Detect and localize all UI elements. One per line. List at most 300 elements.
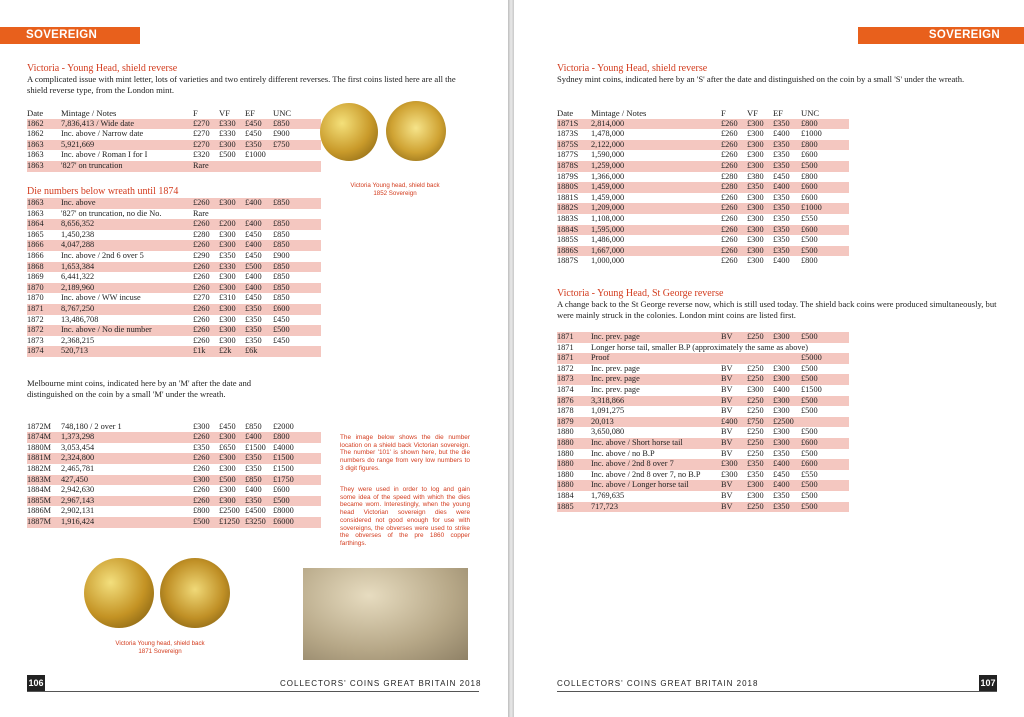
table-cell: £450 (773, 469, 790, 479)
table-cell: 1881M (27, 453, 61, 464)
table-cell: Inc. above / No die number (61, 325, 193, 336)
table-cell: £300 (747, 119, 773, 130)
table-cell: £800 (801, 119, 849, 130)
table-cell: 1882M (27, 463, 51, 473)
table-cell: £260 (193, 496, 219, 507)
table-row (27, 453, 321, 464)
table-cell: £450 (219, 421, 236, 431)
table-cell: £900 (273, 129, 290, 139)
table-cell: £800 (801, 256, 818, 266)
table-cell: £500 (801, 396, 849, 407)
table-cell: 1,108,000 (591, 213, 625, 223)
table-cell: £320 (193, 150, 210, 160)
table-cell: 1880M (27, 442, 51, 452)
table-row (27, 150, 321, 161)
table-cell: £400 (773, 256, 790, 266)
table-cell: £1500 (801, 384, 822, 394)
table-cell: £500 (219, 150, 236, 160)
table-cell: 1880 (557, 459, 591, 470)
table-cell: £850 (273, 119, 321, 130)
table-cell: 1879S (557, 171, 579, 181)
table-cell: 1872 (27, 314, 44, 324)
george-intro: A change back to the St George reverse now, which is still used today. The shield back coins were produced simultaneously, but were mainly struck in the colonies. London mint coins are listed first. (557, 299, 997, 320)
table-cell: 717,723 (591, 502, 721, 513)
table-cell (219, 161, 245, 172)
table-cell: 1882S (557, 203, 591, 214)
table-cell: 1872 (557, 363, 574, 373)
table-cell: £400 (245, 219, 273, 230)
table-cell: 1863 (27, 198, 61, 209)
table-row (27, 161, 321, 172)
london-shield-table (27, 108, 321, 172)
table-cell: Inc. prev. page (591, 332, 721, 343)
table-cell: £600 (801, 459, 849, 470)
table-cell (273, 209, 321, 220)
table-cell: £260 (193, 314, 210, 324)
table-cell: £500 (193, 517, 219, 528)
table-cell: £260 (193, 485, 210, 495)
table-cell: 1880 (557, 448, 574, 458)
coin-caption-2: Victoria Young head, shield back 1871 Sovereign (115, 640, 205, 655)
table-row (557, 246, 849, 257)
die-note-1: The image below shows the die number location on a shield back Victorian sovereign. The number '101' is shown here, but the die numbers do range from very low numbers to 3 digit figures. (340, 434, 470, 472)
table-cell: Inc. above / WW incuse (61, 293, 141, 303)
table-cell: £300 (773, 374, 801, 385)
table-cell: Inc. above / 2nd 6 over 5 (61, 250, 144, 260)
table-cell: £300 (747, 192, 764, 202)
table-cell: £300 (747, 140, 773, 151)
table-header-row (557, 108, 849, 119)
table-cell: £2500 (773, 417, 801, 428)
table-row (27, 485, 321, 496)
table-cell: 1870 (27, 283, 61, 294)
table-cell: £300 (747, 161, 773, 172)
table-row (27, 496, 321, 507)
table-cell: £350 (773, 119, 801, 130)
table-row (557, 119, 849, 130)
table-cell: 1877S (557, 150, 579, 160)
table-cell: 2,942,630 (61, 485, 95, 495)
table-row (27, 262, 321, 273)
footer-rule (557, 691, 997, 692)
table-cell: £350 (245, 496, 273, 507)
table-row (557, 470, 849, 481)
section-heading: Victoria - Young Head, shield reverse (557, 63, 708, 74)
table-row (557, 235, 849, 246)
table-cell: 1,259,000 (591, 161, 721, 172)
table-cell: £380 (747, 171, 764, 181)
table-cell: £400 (773, 384, 790, 394)
table-cell: 1874 (27, 346, 61, 357)
table-cell: 1880 (557, 469, 574, 479)
table-cell: £260 (193, 325, 219, 336)
table-cell: Inc. above / Narrow date (61, 129, 144, 139)
table-cell: 1885M (27, 496, 61, 507)
table-cell: 1878S (557, 161, 591, 172)
table-cell (245, 209, 273, 220)
table-cell: 1876 (557, 396, 591, 407)
table-cell: £250 (747, 374, 773, 385)
table-cell: 1,916,424 (61, 517, 193, 528)
table-cell: £300 (219, 140, 245, 151)
table-cell: 1862 (27, 129, 44, 139)
table-cell: Inc. above / Short horse tail (591, 438, 721, 449)
table-cell: 1870 (27, 293, 44, 303)
subheading: Die numbers below wreath until 1874 (27, 186, 179, 197)
table-cell: £350 (245, 140, 273, 151)
table-cell: 1,366,000 (591, 171, 625, 181)
table-row (557, 129, 849, 140)
table-cell: £850 (273, 262, 321, 273)
table-cell: 5,921,669 (61, 140, 193, 151)
table-cell: £300 (747, 246, 773, 257)
table-cell: £350 (773, 192, 790, 202)
table-cell (273, 346, 321, 357)
table-row (27, 325, 321, 336)
table-cell (245, 161, 273, 172)
table-cell: 1,595,000 (591, 225, 721, 236)
table-cell: £850 (245, 421, 262, 431)
page-number: 107 (979, 675, 997, 691)
table-cell: £300 (193, 475, 219, 486)
table-cell: £260 (721, 192, 738, 202)
table-cell: BV (721, 438, 747, 449)
table-cell: Rare (193, 161, 219, 172)
melbourne-intro: Melbourne mint coins, indicated here by an 'M' after the date and distinguished on the coin by a small 'M' under the wreath. (27, 378, 252, 399)
table-cell: £2500 (219, 506, 240, 516)
right-page (514, 0, 1024, 717)
section-heading-2: Victoria - Young Head, St George reverse (557, 288, 724, 299)
table-row (557, 396, 849, 407)
table-cell: £500 (245, 262, 273, 273)
table-cell: Rare (193, 208, 209, 218)
table-row (27, 251, 321, 262)
table-cell: £260 (193, 463, 210, 473)
table-cell: £450 (245, 129, 262, 139)
table-cell: 1884 (557, 490, 574, 500)
table-cell: £300 (219, 453, 245, 464)
table-row (557, 480, 849, 491)
table-cell: £350 (773, 448, 790, 458)
table-cell: £500 (273, 325, 321, 336)
table-cell: £1500 (273, 463, 294, 473)
table-cell: 1880 (557, 438, 591, 449)
table-cell: £1k (193, 346, 219, 357)
table-cell: Inc. above / Longer horse tail (591, 480, 721, 491)
table-cell: £260 (721, 161, 747, 172)
table-cell: £850 (245, 475, 273, 486)
table-cell: £600 (801, 192, 818, 202)
table-row (557, 449, 849, 460)
table-cell: £280 (193, 229, 210, 239)
table-row (27, 240, 321, 251)
table-cell: £260 (193, 335, 210, 345)
table-cell: £250 (747, 427, 764, 437)
table-cell: £500 (273, 496, 321, 507)
table-cell: £250 (747, 438, 773, 449)
table-row (557, 502, 849, 513)
table-cell: £300 (219, 198, 245, 209)
st-george-table (557, 332, 849, 512)
table-cell: £300 (747, 203, 773, 214)
table-cell: 1886M (27, 506, 51, 516)
table-cell: £260 (721, 119, 747, 130)
table-cell (273, 150, 321, 161)
table-cell: £850 (273, 219, 321, 230)
table-cell: £350 (245, 314, 262, 324)
table-cell: £250 (747, 448, 764, 458)
table-cell: £300 (773, 406, 790, 416)
table-cell: 1871 (27, 304, 61, 315)
table-cell: £330 (219, 129, 236, 139)
table-cell: £350 (773, 502, 801, 513)
column-header: Date (27, 108, 44, 118)
table-cell: £1500 (273, 453, 321, 464)
table-cell: BV (721, 384, 733, 394)
table-cell: £300 (747, 129, 764, 139)
section-tab: SOVEREIGN (858, 27, 1024, 44)
table-cell: £300 (747, 256, 764, 266)
table-row (557, 343, 849, 354)
table-cell: £500 (219, 475, 245, 486)
shield-reverse-coin-image (386, 101, 446, 161)
table-cell: 4,047,288 (61, 240, 193, 251)
table-cell: £300 (747, 213, 764, 223)
table-cell: 1,653,384 (61, 262, 193, 273)
table-cell: 1871 (557, 353, 591, 364)
column-header: Mintage / Notes (591, 108, 647, 118)
table-cell: £3250 (245, 517, 273, 528)
table-row (27, 517, 321, 528)
table-cell: £400 (245, 432, 273, 443)
die-note-2: They were used in order to log and gain some idea of the speed with which the dies became worn. Interestingly, when the young head Victorian sovereign dies were considered not good enough for use with sovereigns, the obverses were used to strike the obverses of the pre 1860 copper farthings. (340, 486, 470, 547)
table-cell: £260 (193, 304, 219, 315)
table-cell: £800 (193, 506, 210, 516)
table-cell: £650 (219, 442, 236, 452)
table-cell (801, 417, 849, 428)
table-cell: £260 (193, 240, 219, 251)
table-cell: £350 (219, 250, 236, 260)
column-header: F (721, 108, 726, 118)
table-cell: £850 (273, 229, 290, 239)
table-cell: £600 (801, 438, 849, 449)
table-cell: BV (721, 490, 733, 500)
table-cell: £400 (773, 459, 801, 470)
table-row (557, 406, 849, 417)
table-cell: £450 (245, 250, 262, 260)
table-cell: 1,000,000 (591, 256, 625, 266)
table-cell: £300 (721, 459, 747, 470)
table-cell: £290 (193, 250, 210, 260)
table-cell: £300 (747, 480, 773, 491)
table-cell: £250 (747, 396, 773, 407)
table-cell: £300 (747, 225, 773, 236)
table-cell: £450 (773, 171, 790, 181)
table-row (27, 219, 321, 230)
table-cell: 2,189,960 (61, 283, 193, 294)
table-row (557, 417, 849, 428)
table-cell: £260 (721, 203, 747, 214)
table-cell: £8000 (273, 506, 294, 516)
table-cell: 1873S (557, 129, 579, 139)
table-cell: £450 (245, 119, 273, 130)
table-cell: £600 (273, 485, 290, 495)
table-cell: £250 (747, 406, 764, 416)
table-row (557, 140, 849, 151)
table-row (557, 214, 849, 225)
table-cell: 1871 (557, 342, 574, 352)
table-header-row (27, 108, 321, 119)
table-cell: 1884S (557, 225, 591, 236)
table-row (27, 119, 321, 130)
table-cell: 1887S (557, 256, 579, 266)
table-cell: 2,122,000 (591, 140, 721, 151)
table-cell: £260 (193, 219, 219, 230)
table-cell: 520,713 (61, 346, 193, 357)
table-cell: £300 (219, 304, 245, 315)
table-cell: 1863 (27, 140, 61, 151)
column-header: UNC (801, 108, 820, 118)
table-cell: 3,053,454 (61, 442, 95, 452)
table-cell: £350 (747, 459, 773, 470)
table-cell: £300 (773, 396, 801, 407)
table-cell: BV (721, 396, 747, 407)
column-header: EF (773, 108, 784, 118)
table-cell: £350 (773, 161, 801, 172)
table-cell: Inc. above / no B.P (591, 448, 655, 458)
table-cell: £300 (219, 229, 236, 239)
table-cell: £450 (245, 293, 262, 303)
table-row (557, 172, 849, 183)
table-cell: £500 (801, 427, 818, 437)
table-cell: 1873 (27, 335, 44, 345)
table-cell: BV (721, 363, 733, 373)
table-cell: 2,902,131 (61, 506, 95, 516)
table-cell: £270 (193, 140, 219, 151)
table-cell: 1883S (557, 213, 579, 223)
table-cell: Proof (591, 353, 721, 364)
table-cell: £1000 (801, 129, 822, 139)
table-cell: Inc. above / Roman I for I (61, 150, 148, 160)
table-cell: £400 (245, 198, 273, 209)
left-page (0, 0, 508, 717)
table-row (557, 193, 849, 204)
table-cell: 1874M (27, 432, 61, 443)
table-cell: Inc. above / 2nd 8 over 7 (591, 459, 721, 470)
table-cell: £450 (245, 229, 262, 239)
table-cell: £350 (245, 304, 273, 315)
table-cell: £330 (219, 262, 245, 273)
footer-rule (27, 691, 479, 692)
table-cell: £350 (773, 246, 801, 257)
table-cell: 1,373,298 (61, 432, 193, 443)
table-cell: £400 (245, 272, 262, 282)
table-cell: 748,180 / 2 over 1 (61, 421, 122, 431)
table-cell: £300 (193, 421, 210, 431)
table-cell: £400 (245, 240, 273, 251)
table-cell: £280 (721, 171, 738, 181)
section-tab: SOVEREIGN (0, 27, 140, 44)
table-cell: £260 (721, 140, 747, 151)
table-cell: £350 (193, 442, 210, 452)
table-cell: 1873 (557, 374, 591, 385)
table-cell: £350 (245, 463, 262, 473)
table-cell: 1,478,000 (591, 129, 625, 139)
table-row (557, 182, 849, 193)
table-cell: Inc. above (61, 198, 193, 209)
table-row (27, 230, 321, 241)
table-cell: £300 (219, 463, 236, 473)
table-cell: £550 (801, 469, 818, 479)
table-row (27, 304, 321, 315)
table-cell: £450 (273, 314, 290, 324)
table-cell: 1880S (557, 182, 591, 193)
table-cell: £600 (801, 150, 818, 160)
table-cell: £400 (245, 283, 273, 294)
table-cell: 1865 (27, 229, 44, 239)
table-cell: 1874 (557, 384, 574, 394)
table-cell: BV (721, 332, 747, 343)
table-cell: £300 (773, 427, 790, 437)
footer-text: COLLECTORS' COINS GREAT BRITAIN 2018 (280, 679, 482, 688)
table-cell: 1872 (27, 325, 61, 336)
table-cell: 20,013 (591, 417, 721, 428)
table-cell: £260 (721, 246, 747, 257)
table-cell: £200 (219, 219, 245, 230)
table-cell: £250 (747, 363, 764, 373)
table-cell: £800 (273, 432, 321, 443)
table-cell: £2000 (273, 421, 294, 431)
table-cell: £350 (773, 203, 801, 214)
table-cell: £400 (245, 485, 262, 495)
table-cell: £500 (801, 363, 818, 373)
table-cell: 1871S (557, 119, 591, 130)
table-cell: 1868 (27, 262, 61, 273)
table-cell: 3,318,866 (591, 396, 721, 407)
table-cell: £300 (219, 325, 245, 336)
coin-caption: Victoria Young head, shield back 1852 Sovereign (350, 182, 440, 197)
table-cell: £450 (273, 335, 290, 345)
table-cell: £260 (721, 256, 738, 266)
table-cell (219, 209, 245, 220)
table-row (557, 438, 849, 449)
table-cell: £260 (193, 432, 219, 443)
table-cell: £800 (801, 140, 849, 151)
table-row (27, 432, 321, 443)
shield-reverse-coin-image-2 (160, 558, 230, 628)
table-cell: £300 (219, 335, 236, 345)
table-cell: £300 (773, 332, 801, 343)
table-cell: Inc. above / 2nd 8 over 7, no B.P (591, 469, 701, 479)
table-cell: £300 (721, 469, 738, 479)
table-cell (747, 353, 773, 364)
page-number: 106 (27, 675, 45, 691)
table-cell: BV (721, 448, 733, 458)
table-cell: 1,590,000 (591, 150, 625, 160)
table-cell: 1,667,000 (591, 246, 721, 257)
intro-text: A complicated issue with mint letter, lots of varieties and two entirely different reverses. The first coins listed here are all the shield reverse type, from the London mint. (27, 74, 456, 95)
table-cell: 1872M (27, 421, 51, 431)
obverse-coin-image (320, 103, 378, 161)
table-cell: 1880 (557, 480, 591, 491)
table-cell: £500 (801, 332, 849, 343)
table-cell: £500 (801, 374, 849, 385)
table-cell: £500 (801, 246, 849, 257)
table-cell (273, 161, 321, 172)
table-cell: 2,814,000 (591, 119, 721, 130)
table-cell: Inc. prev. page (591, 374, 721, 385)
table-cell: 1880 (557, 427, 574, 437)
